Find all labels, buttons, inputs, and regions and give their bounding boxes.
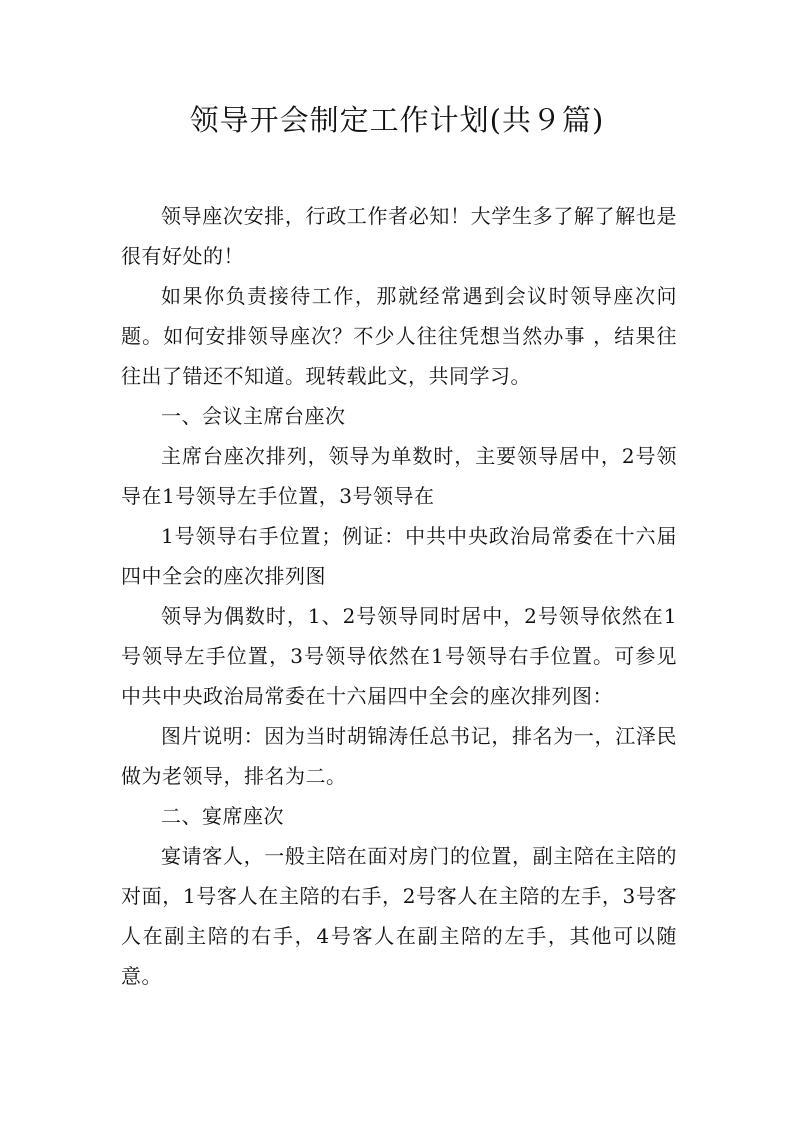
document-body [121, 196, 677, 996]
section-heading-banquet: 二、宴席座次 [161, 804, 284, 828]
paragraph-reception: 如果你负责接待工作，那就经常遇到会议时领导座次问题。如何安排领导座次？不少人往往凭想当然办事 ，结果往往出了错还不知道。现转载此文，共同学习。 [121, 284, 677, 388]
section-heading-meeting: 一、会议主席台座次 [161, 404, 346, 428]
paragraph-odd-example: 1号领导右手位置；例证：中共中央政治局常委在十六届四中全会的座次排列图 [121, 524, 677, 588]
document-title: 领导开会制定工作计划(共９篇) [189, 103, 605, 137]
paragraph-odd-leaders: 主席台座次排列，领导为单数时，主要领导居中，2号领导在1号领导左手位置，3号领导在 [121, 444, 677, 508]
paragraph-even-leaders: 领导为偶数时，1、2号领导同时居中，2号领导依然在1号领导左手位置，3号领导依然在1号领导右手位置。可参见中共中央政治局常委在十六届四中全会的座次排列图： [121, 604, 677, 708]
paragraph-image-caption: 图片说明：因为当时胡锦涛任总书记，排名为一，江泽民做为老领导，排名为二。 [121, 724, 677, 788]
paragraph-intro: 领导座次安排，行政工作者必知！大学生多了解了解也是很有好处的！ [121, 204, 677, 268]
paragraph-banquet-seating: 宴请客人，一般主陪在面对房门的位置，副主陪在主陪的对面，1号客人在主陪的右手，2号客人在主陪的左手，3号客人在副主陪的右手，4号客人在副主陪的左手，其他可以随意。 [121, 844, 677, 988]
